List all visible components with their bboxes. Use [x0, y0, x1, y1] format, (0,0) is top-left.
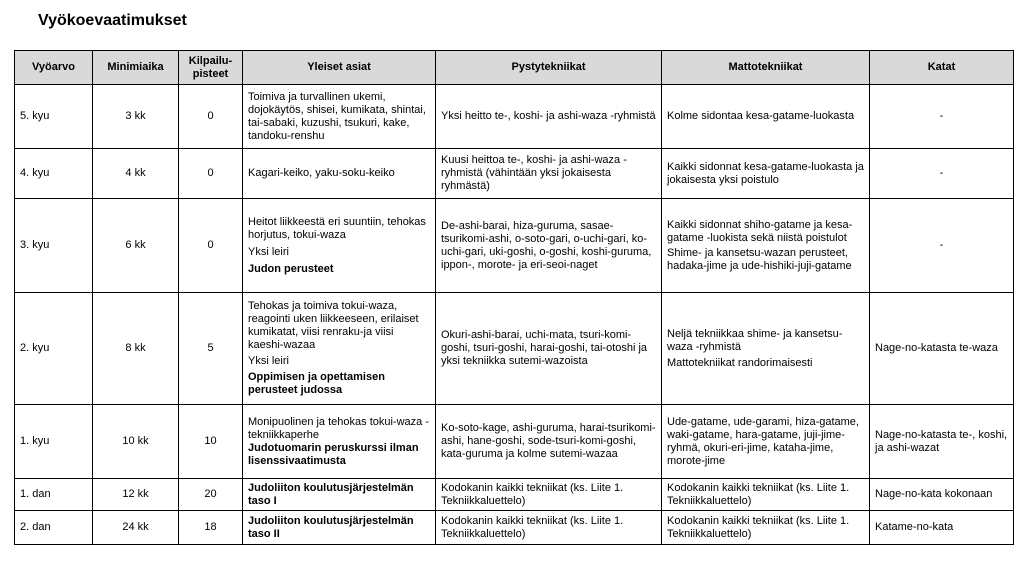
- yleiset-koulutus: Oppimisen ja opettamisen perusteet judossa: [248, 371, 385, 396]
- header-yleiset-asiat: Yleiset asiat: [243, 51, 436, 85]
- cell-minimiaika: 12 kk: [93, 479, 179, 511]
- header-vyoarvo: Vyöarvo: [15, 51, 93, 85]
- table-row: [15, 149, 1014, 199]
- cell-vyoarvo: 2. dan: [15, 511, 93, 545]
- cell-katat: Nage-no-katasta te-, koshi, ja ashi-wazat: [870, 405, 1014, 479]
- cell-katat: -: [870, 149, 1014, 199]
- yleiset-leiri: Yksi leiri: [248, 355, 289, 367]
- cell-yleiset: Judoliiton koulutusjärjestelmän taso I: [243, 479, 436, 511]
- matto-text: Kaikki sidonnat shiho-gatame ja kesa-gatame -luokista sekä niistä poistulot: [667, 218, 853, 244]
- cell-minimiaika: 6 kk: [93, 199, 179, 293]
- table-header-row: [15, 51, 1014, 85]
- table-row: [15, 405, 1014, 479]
- cell-pisteet: 18: [179, 511, 243, 545]
- cell-pisteet: 10: [179, 405, 243, 479]
- cell-minimiaika: 4 kk: [93, 149, 179, 199]
- yleiset-text: Monipuolinen ja tehokas tokui-waza -tekniikkaperhe: [248, 415, 429, 441]
- cell-yleiset: Kagari-keiko, yaku-soku-keiko: [243, 149, 436, 199]
- yleiset-text: Heitot liikkeestä eri suuntiin, tehokas horjutus, tokui-waza: [248, 215, 426, 241]
- cell-vyoarvo: 3. kyu: [15, 199, 93, 293]
- cell-katat: Nage-no-katasta te-waza: [870, 293, 1014, 405]
- cell-matto: Kodokanin kaikki tekniikat (ks. Liite 1. Tekniikkaluettelo): [662, 479, 870, 511]
- cell-minimiaika: 10 kk: [93, 405, 179, 479]
- cell-pysty: Kodokanin kaikki tekniikat (ks. Liite 1. Tekniikkaluettelo): [436, 511, 662, 545]
- cell-yleiset: [243, 199, 436, 293]
- table-row: [15, 85, 1014, 149]
- cell-pysty: Ko-soto-kage, ashi-guruma, harai-tsurikomi-ashi, hane-goshi, sode-tsuri-komi-goshi, kata-guruma ja kolme sutemi-wazaa: [436, 405, 662, 479]
- cell-katat: -: [870, 199, 1014, 293]
- cell-yleiset: [243, 405, 436, 479]
- cell-vyoarvo: 2. kyu: [15, 293, 93, 405]
- cell-vyoarvo: 4. kyu: [15, 149, 93, 199]
- cell-katat: Katame-no-kata: [870, 511, 1014, 545]
- cell-minimiaika: 24 kk: [93, 511, 179, 545]
- table-row: [15, 511, 1014, 545]
- header-minimiaika: Minimiaika: [93, 51, 179, 85]
- page-title: Vyökoevaatimukset: [38, 12, 187, 29]
- cell-matto: Ude-gatame, ude-garami, hiza-gatame, waki-gatame, hara-gatame, juji-jime-ryhmä, okuri-eri-jime, kataha-jime, morote-jime: [662, 405, 870, 479]
- cell-pysty: Yksi heitto te-, koshi- ja ashi-waza -ryhmistä: [436, 85, 662, 149]
- cell-matto: Kolme sidontaa kesa-gatame-luokasta: [662, 85, 870, 149]
- cell-pisteet: 0: [179, 85, 243, 149]
- cell-matto: Kodokanin kaikki tekniikat (ks. Liite 1. Tekniikkaluettelo): [662, 511, 870, 545]
- header-mattotekniikat: Mattotekniikat: [662, 51, 870, 85]
- table-row: [15, 293, 1014, 405]
- cell-yleiset: Toimiva ja turvallinen ukemi, dojokäytös, shisei, kumikata, shintai, tai-sabaki, kuzushi, tsukuri, kake, tandoku-renshu: [243, 85, 436, 149]
- cell-pysty: Okuri-ashi-barai, uchi-mata, tsuri-komi-goshi, tsuri-goshi, harai-goshi, tai-otoshi ja yksi tekniikka sutemi-wazoista: [436, 293, 662, 405]
- cell-pisteet: 0: [179, 199, 243, 293]
- table-row: [15, 199, 1014, 293]
- cell-pysty: Kodokanin kaikki tekniikat (ks. Liite 1. Tekniikkaluettelo): [436, 479, 662, 511]
- cell-vyoarvo: 1. kyu: [15, 405, 93, 479]
- matto-text-2: Shime- ja kansetsu-wazan perusteet, hadaka-jime ja ude-hishiki-juji-gatame: [667, 246, 852, 272]
- cell-matto: [662, 199, 870, 293]
- yleiset-koulutus: Judotuomarin peruskurssi ilman lisenssivaatimusta: [248, 441, 419, 467]
- header-pystytekniikat: Pystytekniikat: [436, 51, 662, 85]
- cell-pysty: De-ashi-barai, hiza-guruma, sasae-tsurikomi-ashi, o-soto-gari, o-uchi-gari, ko-uchi-gari, uki-goshi, o-goshi, koshi-guruma, ippon-, morote- ja eri-seoi-naget: [436, 199, 662, 293]
- cell-vyoarvo: 5. kyu: [15, 85, 93, 149]
- cell-minimiaika: 8 kk: [93, 293, 179, 405]
- cell-katat: -: [870, 85, 1014, 149]
- cell-pysty: Kuusi heittoa te-, koshi- ja ashi-waza -ryhmistä (vähintään yksi jokaisesta ryhmästä): [436, 149, 662, 199]
- cell-pisteet: 0: [179, 149, 243, 199]
- cell-yleiset: Judoliiton koulutusjärjestelmän taso II: [243, 511, 436, 545]
- yleiset-leiri: Yksi leiri: [248, 245, 289, 258]
- cell-minimiaika: 3 kk: [93, 85, 179, 149]
- belt-requirements-table: [14, 50, 1014, 545]
- matto-text: Neljä tekniikkaa shime- ja kansetsu-waza -ryhmistä: [667, 327, 843, 353]
- cell-katat: Nage-no-kata kokonaan: [870, 479, 1014, 511]
- yleiset-koulutus: Judon perusteet: [248, 262, 334, 275]
- table-row: [15, 479, 1014, 511]
- cell-matto: [662, 293, 870, 405]
- header-katat: Katat: [870, 51, 1014, 85]
- yleiset-text: Tehokas ja toimiva tokui-waza, reagointi uken liikkeeseen, erilaiset kumikatat, viisi renraku-ja viisi kaeshi-wazaa: [248, 300, 419, 351]
- cell-vyoarvo: 1. dan: [15, 479, 93, 511]
- cell-yleiset: [243, 293, 436, 405]
- cell-pisteet: 20: [179, 479, 243, 511]
- matto-text-2: Mattotekniikat randorimaisesti: [667, 356, 813, 369]
- header-kilpailupisteet: Kilpailu-pisteet: [179, 51, 243, 85]
- cell-matto: Kaikki sidonnat kesa-gatame-luokasta ja jokaisesta yksi poistulo: [662, 149, 870, 199]
- cell-pisteet: 5: [179, 293, 243, 405]
